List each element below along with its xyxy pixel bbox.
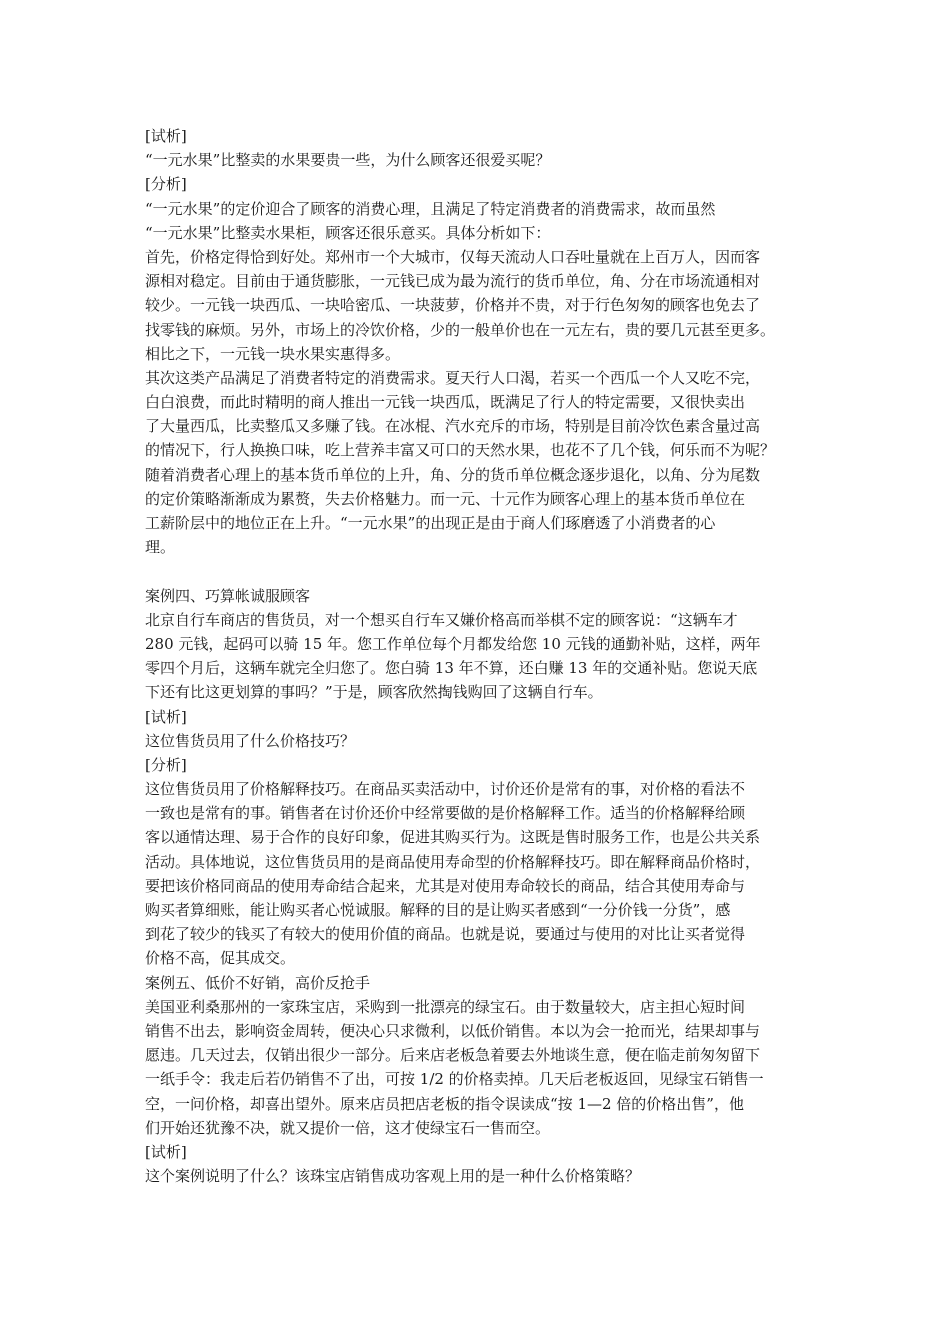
text-line: 首先，价格定得恰到好处。郑州市一个大城市，仅每天流动人口吞吐量就在上百万人，因而客 — [145, 247, 761, 266]
text-line: [分析] — [145, 175, 187, 194]
text-line: 要把该价格同商品的使用寿命结合起来，尤其是对使用寿命较长的商品，结合其使用寿命与 — [145, 876, 746, 895]
text-line: 随着消费者心理上的基本货币单位的上升，角、分的货币单位概念逐步退化，以角、分为尾数 — [145, 465, 761, 484]
text-line: “一元水果”比整卖的水果要贵一些，为什么顾客还很爱买呢？ — [145, 151, 551, 170]
text-line: “一元水果”比整卖水果柜，顾客还很乐意买。具体分析如下： — [145, 223, 551, 242]
text-line: 白白浪费，而此时精明的商人推出一元钱一块西瓜，既满足了行人的特定需要，又很快卖出 — [145, 393, 746, 412]
text-line: 源相对稳定。目前由于通货膨胀，一元钱已成为最为流行的货币单位，角、分在市场流通相对 — [145, 272, 761, 291]
text-line: 北京自行车商店的售货员，对一个想买自行车又嫌价格高而举棋不定的顾客说：“这辆车才 — [145, 610, 738, 629]
text-line: 到花了较少的钱买了有较大的使用价值的商品。也就是说，要通过与使用的对比让买者觉得 — [145, 925, 746, 944]
case-heading: 案例四、巧算帐诚服顾客 — [145, 586, 311, 605]
text-line: 找零钱的麻烦。另外，市场上的冷饮价格，少的一般单价也在一元左右，贵的要几元甚至更多。 — [145, 320, 776, 339]
text-line: 了大量西瓜，比卖整瓜又多赚了钱。在冰棍、汽水充斥的市场，特别是目前冷饮色素含量过高 — [145, 417, 761, 436]
text-line: 美国亚利桑那州的一家珠宝店，采购到一批漂亮的绿宝石。由于数量较大，店主担心短时间 — [145, 997, 746, 1016]
text-line: 愿违。几天过去，仅销出很少一部分。后来店老板急着要去外地谈生意，便在临走前匆匆留下 — [145, 1046, 761, 1065]
text-line: 一致也是常有的事。销售者在讨价还价中经常要做的是价格解释工作。适当的价格解释给顾 — [145, 804, 746, 823]
text-line: [试析] — [145, 1142, 187, 1161]
document-page — [145, 124, 825, 1188]
text-line: 客以通情达理、易于合作的良好印象，促进其购买行为。这既是售时服务工作，也是公共关系 — [145, 828, 761, 847]
text-line: 下还有比这更划算的事吗？”于是，顾客欣然掏钱购回了这辆自行车。 — [145, 683, 603, 702]
text-line: [试析] — [145, 127, 187, 145]
text-line: 的定价策略渐渐成为累赘，失去价格魅力。而一元、十元作为顾客心理上的基本货币单位在 — [145, 489, 746, 508]
text-line: 这位售货员用了什么价格技巧？ — [145, 731, 356, 750]
blank-line — [145, 559, 825, 583]
text-line: “一元水果”的定价迎合了顾客的消费心理，且满足了特定消费者的消费需求，故而虽然 — [145, 199, 716, 218]
text-line: 工薪阶层中的地位正在上升。“一元水果”的出现正是由于商人们琢磨透了小消费者的心 — [145, 514, 716, 532]
text-line: 较少。一元钱一块西瓜、一块哈密瓜、一块菠萝，价格并不贵，对于行色匆匆的顾客也免去了 — [145, 296, 761, 315]
text-line: 零四个月后，这辆车就完全归您了。您白骑 13 年不算，还白赚 13 年的交通补贴。您说天底 — [145, 659, 758, 678]
text-line: 活动。具体地说，这位售货员用的是商品使用寿命型的价格解释技巧。即在解释商品价格时， — [145, 852, 761, 871]
text-line: 们开始还犹豫不决，就又提价一倍，这才使绿宝石一售而空。 — [145, 1118, 551, 1137]
text-line: 购买者算细账，能让购买者心悦诚服。解释的目的是让购买者感到“一分价钱一分货”，感 — [145, 901, 731, 919]
text-line: 这个案例说明了什么？该珠宝店销售成功客观上用的是一种什么价格策略？ — [145, 1167, 641, 1186]
text-line: 理。 — [145, 538, 176, 557]
case-heading: 案例五、低价不好销，高价反抢手 — [145, 973, 371, 992]
text-line: 相比之下，一元钱一块水果实惠得多。 — [145, 344, 401, 363]
text-line: 280 元钱，起码可以骑 15 年。您工作单位每个月都发给您 10 元钱的通勤补贴，这样，两年 — [145, 634, 761, 653]
text-line: 其次这类产品满足了消费者特定的消费需求。夏天行人口渴，若买一个西瓜一个人又吃不完， — [145, 368, 761, 387]
text-line: 一纸手令：我走后若仍销售不了出，可按 1/2 的价格卖掉。几天后老板返回，见绿宝石销售一 — [145, 1070, 764, 1089]
text-line: [试析] — [145, 707, 187, 726]
text-line: [分析] — [145, 755, 187, 774]
text-line: 销售不出去，影响资金周转，便决心只求微利，以低价销售。本以为会一抢而光，结果却事与 — [145, 1021, 761, 1040]
text-line: 的情况下，行人换换口味，吃上营养丰富又可口的天然水果，也花不了几个钱，何乐而不为呢？ — [145, 441, 776, 460]
text-line: 这位售货员用了价格解释技巧。在商品买卖活动中，讨价还价是常有的事，对价格的看法不 — [145, 780, 746, 799]
text-line: 空，一问价格，却喜出望外。原来店员把店老板的指令误读成“按 1—2 倍的价格出售”，他 — [145, 1094, 744, 1113]
text-line: 价格不高，促其成交。 — [145, 949, 296, 968]
